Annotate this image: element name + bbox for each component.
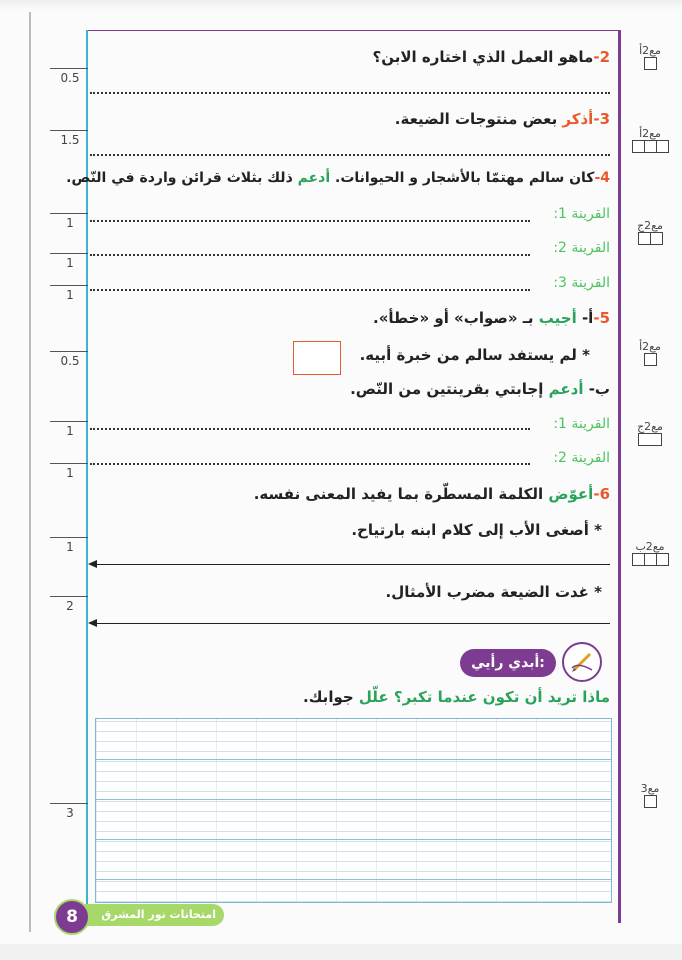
sentence-1: * أصغى الأب إلى كلام ابنه بارتياح.	[351, 521, 602, 539]
answer-line[interactable]	[90, 254, 530, 256]
pencil-icon	[562, 642, 602, 682]
score-tick	[50, 351, 88, 352]
criteria-checkbox-group[interactable]	[632, 553, 669, 566]
opinion-label: أبدي رأيي:	[460, 649, 556, 677]
opinion-question: ماذا تريد أن تكون عندما تكبر؟ علّل جوابك.	[303, 688, 610, 706]
score-tick	[50, 253, 88, 254]
criteria-q5a: مع2أ	[625, 340, 675, 369]
score-tick	[50, 421, 88, 422]
answer-line[interactable]	[90, 463, 530, 465]
score-tick	[50, 130, 88, 131]
question-3: 3-أذكر بعض منتوجات الضيعة.	[394, 110, 610, 128]
clue-label-1: القرينة 1:	[553, 416, 610, 432]
answer-line[interactable]	[90, 92, 610, 94]
binding-line	[29, 12, 31, 932]
criteria-q6: مع2ب	[625, 540, 675, 568]
criteria-q5b: مع2ج	[625, 420, 675, 449]
clue-label-2: القرينة 2:	[553, 450, 610, 466]
score-tick	[50, 68, 88, 69]
criteria-opinion: مع3	[625, 782, 675, 811]
question-4: 4-كان سالم مهتمّا بالأشجار و الحيوانات. أدعم ذلك بثلاث قرائن واردة في النّص.	[66, 170, 610, 186]
criteria-checkbox-group[interactable]	[638, 232, 663, 245]
exam-page: 0.5 1.5 1 1 1 0.5 1 1 1 2 3 مع2أ مع2أ مع2ج مع2أ مع2ج مع2ب مع3 2-ماهو العمل الذي اختاره الابن؟ 3-أذكر بعض منتوجات الضيعة. 4-كان سالم مهتمّا بالأشجار و الحيوانات. أدعم ذلك بثلاث قرائن واردة في النّص. القرينة 1: القرينة 2: القرينة 3: 5-أ- أجيب بـ «صواب» أو «خطأ». * لم يستفد سالم من خبرة أبيه. ب- أدعم إجابتي بقرينتين من النّص. القرينة 1: القرينة 2: 6-أعوّض الكلمة المسطّرة بما يفيد المعنى نفسه. * أصغى الأب إلى كلام ابنه بارتياح. * غدت الضيعة مضرب الأمثال. أبدي رأيي: ماذا تريد أن تكون عندما تكبر؟ علّل جوابك. امتحانات نور المشرق 8	[0, 0, 682, 960]
criteria-checkbox[interactable]	[638, 433, 662, 446]
sentence-2: * غدت الضيعة مضرب الأمثال.	[385, 583, 602, 601]
criteria-q2: مع2أ	[625, 44, 675, 73]
criteria-checkbox[interactable]	[644, 57, 657, 70]
score-tick	[50, 463, 88, 464]
criteria-q3: مع2أ	[625, 127, 675, 155]
question-6: 6-أعوّض الكلمة المسطّرة بما يفيد المعنى نفسه.	[253, 485, 610, 503]
score-tick	[50, 537, 88, 538]
score-tick	[50, 596, 88, 597]
answer-line[interactable]	[90, 220, 530, 222]
clue-label-3: القرينة 3:	[553, 275, 610, 291]
criteria-q4: مع2ج	[625, 219, 675, 247]
score-tick	[50, 285, 88, 286]
criteria-margin-rule	[618, 30, 621, 923]
clue-label-2: القرينة 2:	[553, 240, 610, 256]
answer-writing-grid[interactable]	[95, 718, 612, 903]
answer-arrow-line[interactable]	[90, 623, 610, 624]
score-tick	[50, 213, 88, 214]
question-2: 2-ماهو العمل الذي اختاره الابن؟	[372, 48, 610, 66]
question-5a: 5-أ- أجيب بـ «صواب» أو «خطأ».	[373, 309, 610, 327]
question-5b: ب- أدعم إجابتي بقرينتين من النّص.	[350, 380, 610, 398]
answer-line[interactable]	[90, 428, 530, 430]
bottom-strip	[0, 944, 682, 960]
answer-arrow-line[interactable]	[90, 564, 610, 565]
page-number: 8	[54, 899, 90, 935]
clue-label-1: القرينة 1:	[553, 206, 610, 222]
criteria-checkbox[interactable]	[644, 795, 657, 808]
answer-line[interactable]	[90, 154, 610, 156]
score-tick	[50, 803, 88, 804]
top-frame-line	[86, 30, 621, 31]
publisher-band: امتحانات نور المشرق	[66, 904, 224, 926]
page-shadow	[0, 0, 682, 10]
true-false-answer-box[interactable]	[293, 341, 341, 375]
criteria-checkbox-group[interactable]	[632, 140, 669, 153]
answer-line[interactable]	[90, 289, 530, 291]
true-false-statement: * لم يستفد سالم من خبرة أبيه.	[359, 346, 590, 364]
criteria-checkbox[interactable]	[644, 353, 657, 366]
